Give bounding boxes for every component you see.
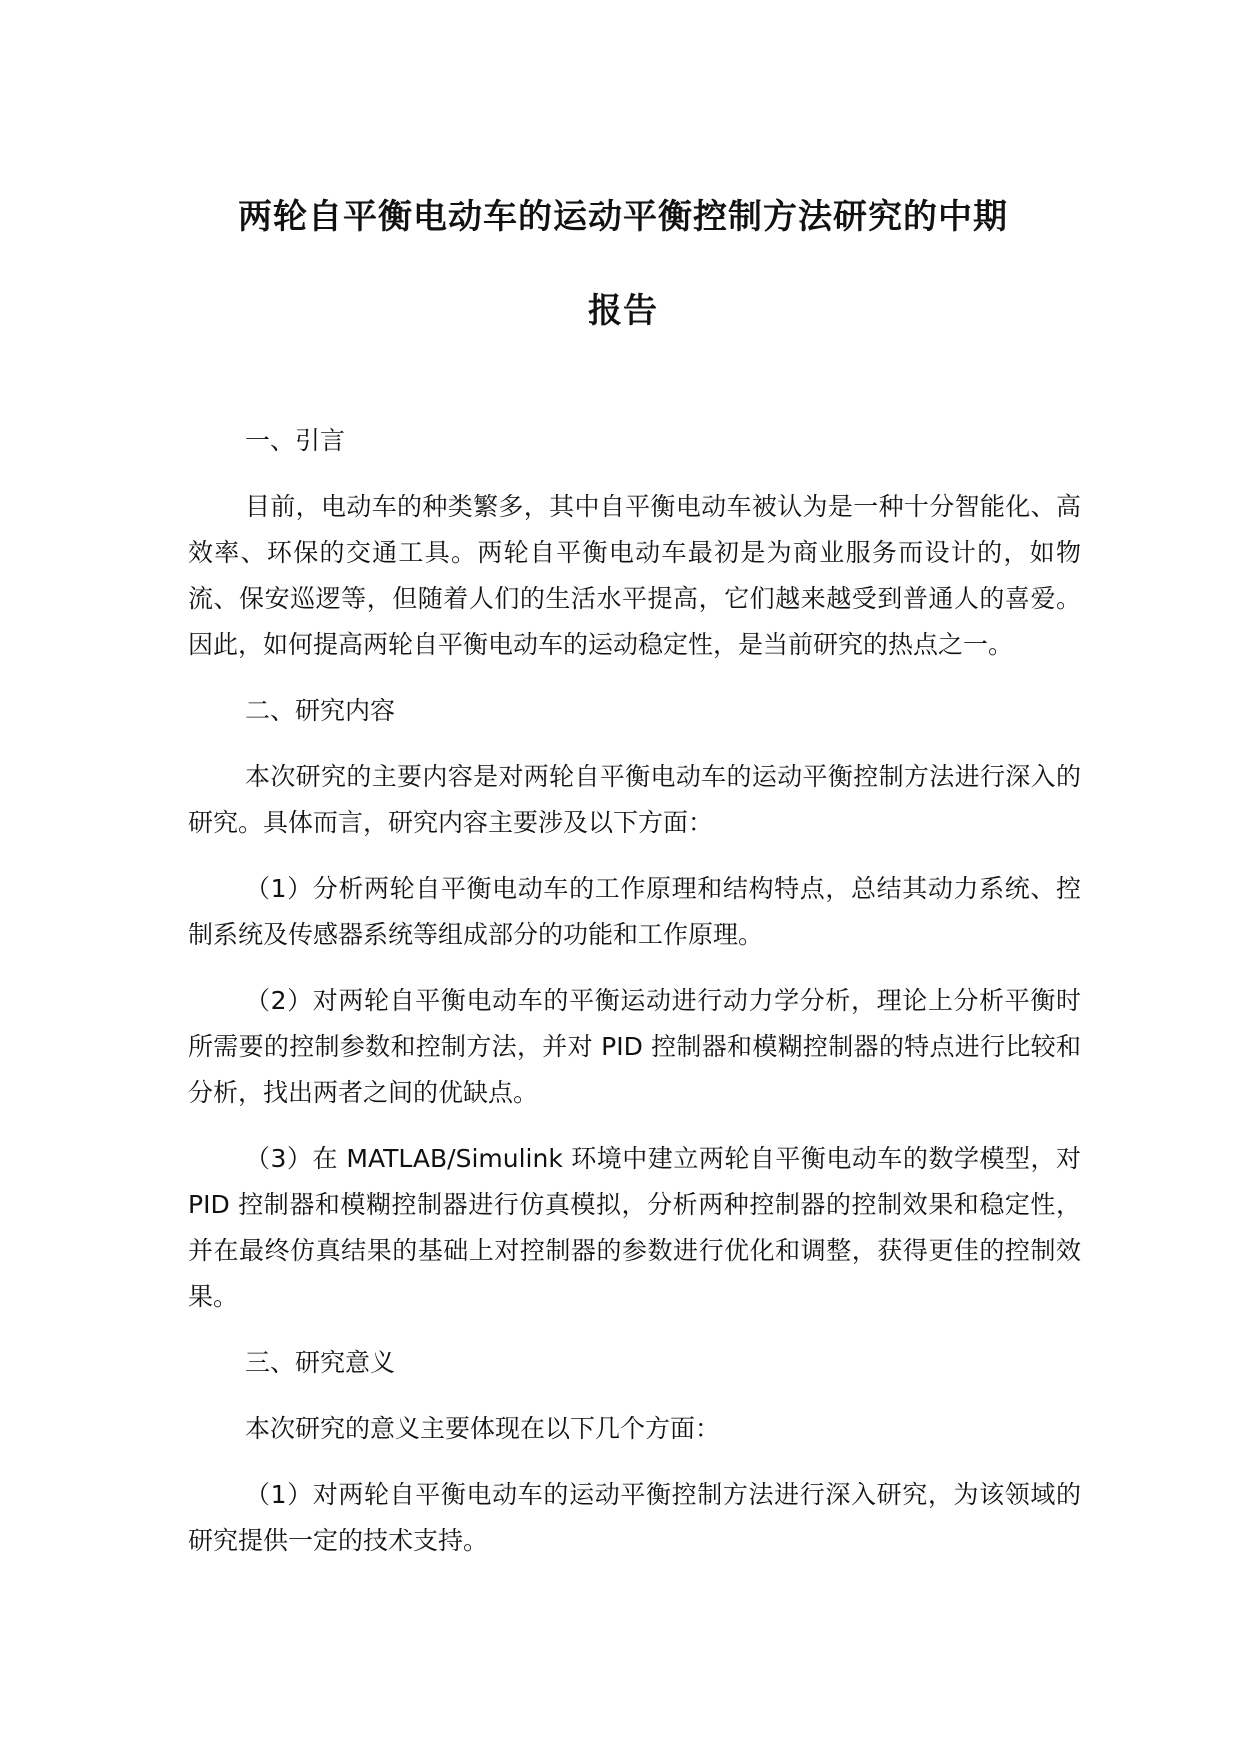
paragraph: 目前，电动车的种类繁多，其中自平衡电动车被认为是一种十分智能化、高效率、环保的交通工具。两轮自平衡电动车最初是为商业服务而设计的，如物流、保安巡逻等，但随着人们的生活水平提高，它们越来越受到普通人的喜爱。因此，如何提高两轮自平衡电动车的运动稳定性，是当前研究的热点之一。	[188, 492, 1081, 659]
document-title-line-2: 报告	[588, 291, 658, 331]
section-heading-research-significance: 三、研究意义	[245, 1348, 396, 1377]
paragraph: （3）在 MATLAB/Simulink 环境中建立两轮自平衡电动车的数学模型，对 PID 控制器和模糊控制器进行仿真模拟，分析两种控制器的控制效果和稳定性，并在最终仿真结果的基础上对控制器的参数进行优化和调整，获得更佳的控制效果。	[188, 1144, 1081, 1311]
paragraph: 本次研究的主要内容是对两轮自平衡电动车的运动平衡控制方法进行深入的研究。具体而言，研究内容主要涉及以下方面：	[188, 762, 1081, 837]
title-block	[178, 170, 1068, 358]
paragraph: （2）对两轮自平衡电动车的平衡运动进行动力学分析，理论上分析平衡时所需要的控制参数和控制方法，并对 PID 控制器和模糊控制器的特点进行比较和分析，找出两者之间的优缺点。	[188, 986, 1081, 1107]
section-heading-introduction: 一、引言	[245, 426, 346, 455]
document-title-line-1: 两轮自平衡电动车的运动平衡控制方法研究的中期	[238, 197, 1008, 237]
paragraph: 本次研究的意义主要体现在以下几个方面：	[245, 1414, 721, 1443]
paragraph: （1）分析两轮自平衡电动车的工作原理和结构特点，总结其动力系统、控制系统及传感器系统等组成部分的功能和工作原理。	[188, 874, 1081, 949]
paragraph: （1）对两轮自平衡电动车的运动平衡控制方法进行深入研究，为该领域的研究提供一定的技术支持。	[188, 1480, 1081, 1555]
section-heading-research-content: 二、研究内容	[245, 696, 396, 725]
